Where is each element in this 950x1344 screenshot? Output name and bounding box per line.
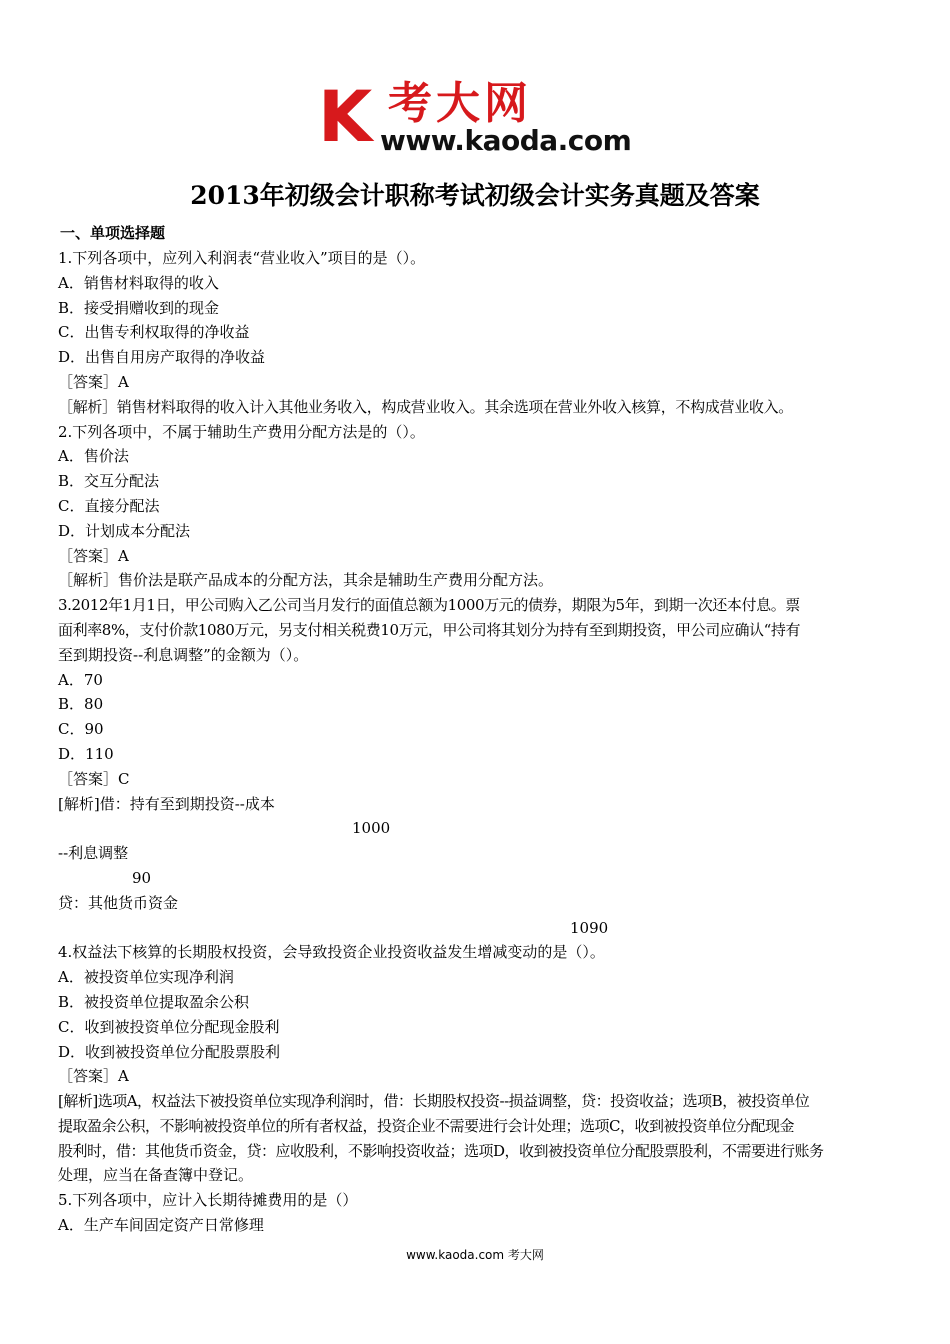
question-2-explanation: ［解析］售价法是联产品成本的分配方法，其余是辅助生产费用分配方法。 xyxy=(58,571,554,590)
question-2-option-b: B．交互分配法 xyxy=(58,472,160,491)
question-4-stem: 4.权益法下核算的长期股权投资，会导致投资企业投资收益发生增减变动的是（）。 xyxy=(58,943,605,962)
question-1-option-b: B．接受捐赠收到的现金 xyxy=(58,298,220,317)
question-3-option-a: A．70 xyxy=(58,670,103,689)
question-3-stem-line-2: 面利率8%，支付价款1080万元，另支付相关税费10万元，甲公司将其划分为持有至到期投资，甲公司应确认“持有 xyxy=(58,620,801,639)
question-2-option-d: D．计划成本分配法 xyxy=(58,521,191,540)
question-2-stem: 2.下列各项中，不属于辅助生产费用分配方法是的（）。 xyxy=(58,422,425,441)
page-footer: www.kaoda.com 考大网 xyxy=(406,1248,544,1262)
question-4-option-c: C．收到被投资单位分配现金股利 xyxy=(58,1017,280,1036)
question-4-option-a: A．被投资单位实现净利润 xyxy=(58,968,234,987)
question-4-explanation-line-2: 提取盈余公积，不影响被投资单位的所有者权益，投资企业不需要进行会计处理；选项C，收到被投资单位分配现金 xyxy=(58,1116,794,1135)
question-5-option-a: A．生产车间固定资产日常修理 xyxy=(58,1216,264,1235)
question-2-option-a: A．售价法 xyxy=(58,447,129,466)
question-3-entry-debit: [解析]借：持有至到期投资--成本 xyxy=(58,794,275,813)
question-4-option-d: D．收到被投资单位分配股票股利 xyxy=(58,1042,281,1061)
question-3-entry-credit: 贷：其他货币资金 xyxy=(58,893,179,912)
question-4-explanation-line-1: [解析]选项A，权益法下被投资单位实现净利润时，借：长期股权投资--损益调整，贷：投资收益；选项B，被投资单位 xyxy=(58,1092,810,1111)
kaoda-logo xyxy=(318,78,638,158)
question-4-option-b: B．被投资单位提取盈余公积 xyxy=(58,992,250,1011)
question-3-option-d: D．110 xyxy=(58,744,114,763)
question-1-stem: 1.下列各项中，应列入利润表“营业收入”项目的是（）。 xyxy=(58,249,426,267)
question-1-answer: ［答案］A xyxy=(58,372,129,391)
question-3-entry-amount-1000: 1000 xyxy=(352,819,391,838)
question-2-option-c: C．直接分配法 xyxy=(58,496,160,515)
question-5-stem: 5.下列各项中，应计入长期待摊费用的是（） xyxy=(58,1191,358,1210)
question-3-entry-amount-90: 90 xyxy=(132,868,152,887)
question-2-answer: ［答案］A xyxy=(58,546,129,565)
question-4-explanation-line-4: 处理，应当在备查簿中登记。 xyxy=(58,1166,254,1185)
logo-k-mark: K xyxy=(318,76,369,158)
logo-chinese-name: 考大网 xyxy=(388,78,532,129)
question-4-explanation-line-3: 股利时，借：其他货币资金，贷：应收股利，不影响投资收益；选项D，收到被投资单位分配股票股利，不需要进行账务 xyxy=(58,1141,824,1160)
question-1-option-a: A．销售材料取得的收入 xyxy=(58,273,219,292)
question-1-option-d: D．出售自用房产取得的净收益 xyxy=(58,348,266,367)
question-3-entry-interest: --利息调整 xyxy=(58,844,129,863)
question-1-option-c: C．出售专利权取得的净收益 xyxy=(58,323,250,342)
question-3-option-b: B．80 xyxy=(58,695,104,714)
question-3-stem-line-3: 至到期投资--利息调整”的金额为（）。 xyxy=(58,645,309,664)
question-3-entry-amount-1090: 1090 xyxy=(570,918,609,937)
question-4-answer: ［答案］A xyxy=(58,1067,129,1086)
question-1-explanation: ［解析］销售材料取得的收入计入其他业务收入，构成营业收入。其余选项在营业外收入核算，不构成营业收入。 xyxy=(58,397,794,416)
document-title: 2013年初级会计职称考试初级会计实务真题及答案 xyxy=(190,181,760,210)
logo-url: www.kaoda.com xyxy=(380,124,632,157)
section-heading: 一、单项选择题 xyxy=(60,224,166,242)
question-3-stem-line-1: 3.2012年1月1日，甲公司购入乙公司当月发行的面值总额为1000万元的债券，期限为5年，到期一次还本付息。票 xyxy=(58,596,800,615)
question-3-answer: ［答案］C xyxy=(58,769,130,788)
document-body xyxy=(58,246,898,1238)
question-3-option-c: C．90 xyxy=(58,720,104,739)
